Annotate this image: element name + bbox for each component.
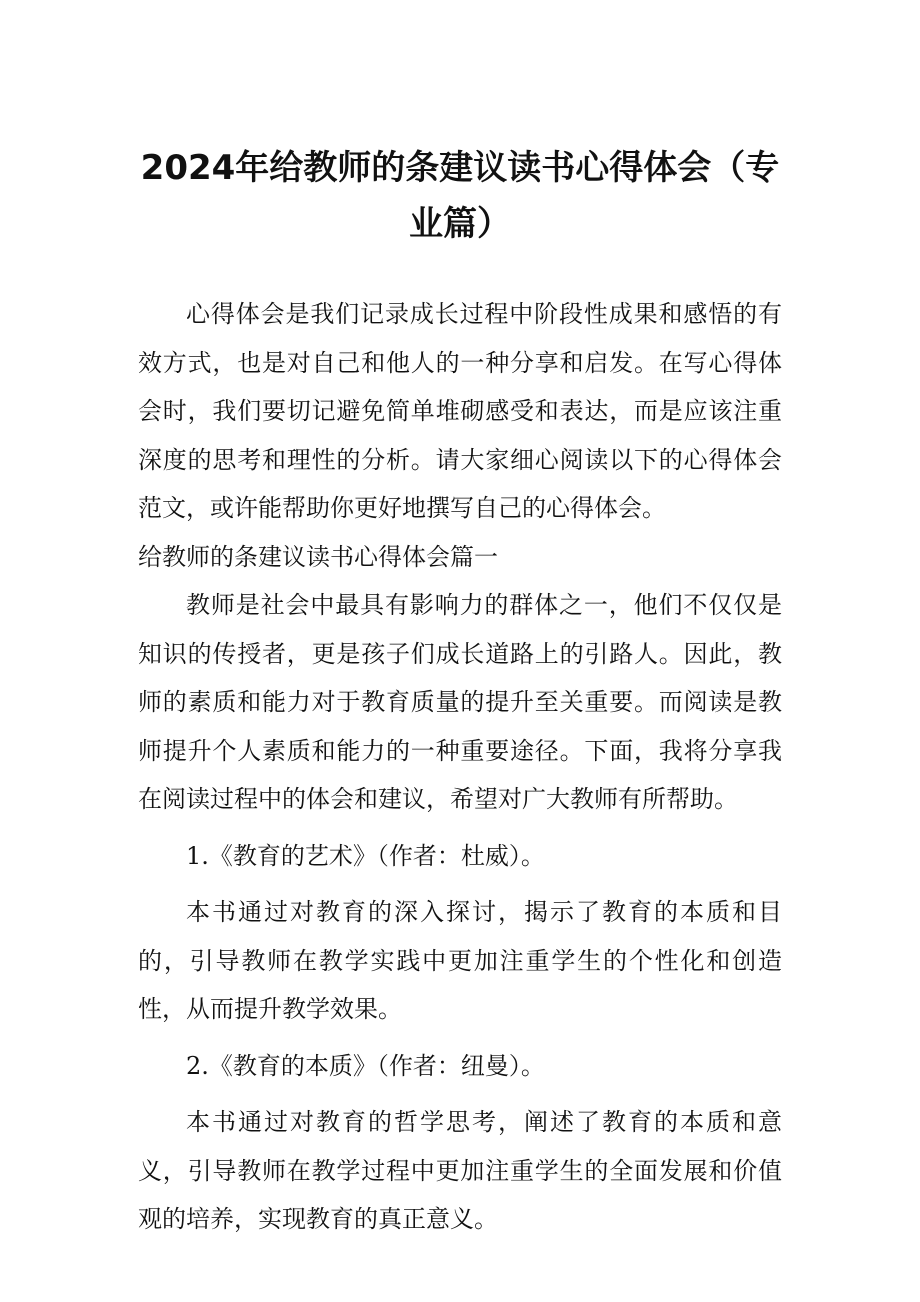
book-item-2: 2.《教育的本质》（作者：纽曼）。: [186, 1051, 545, 1080]
document-title: 2024年给教师的条建议读书心得体会（专业篇）: [140, 148, 780, 244]
book-item-2-description: 本书通过对教育的哲学思考，阐述了教育的本质和意义，引导教师在教学过程中更加注重学生的全面发展和价值观的培养，实现教育的真正意义。: [138, 1108, 782, 1233]
intro-paragraph: 心得体会是我们记录成长过程中阶段性成果和感悟的有效方式，也是对自己和他人的一种分享和启发。在写心得体会时，我们要切记避免简单堆砌感受和表达，而是应该注重深度的思考和理性的分析。请大家细心阅读以下的心得体会范文，或许能帮助你更好地撰写自己的心得体会。: [138, 300, 782, 522]
body-paragraph: 教师是社会中最具有影响力的群体之一，他们不仅仅是知识的传授者，更是孩子们成长道路上的引路人。因此，教师的素质和能力对于教育质量的提升至关重要。而阅读是教师提升个人素质和能力的一种重要途径。下面，我将分享我在阅读过程中的体会和建议，希望对广大教师有所帮助。: [138, 591, 782, 813]
book-item-1-description: 本书通过对教育的深入探讨，揭示了教育的本质和目的，引导教师在教学实践中更加注重学生的个性化和创造性，从而提升教学效果。: [138, 898, 782, 1023]
book-item-1: 1.《教育的艺术》（作者：杜威）。: [186, 841, 545, 870]
section-heading: 给教师的条建议读书心得体会篇一: [138, 542, 498, 571]
